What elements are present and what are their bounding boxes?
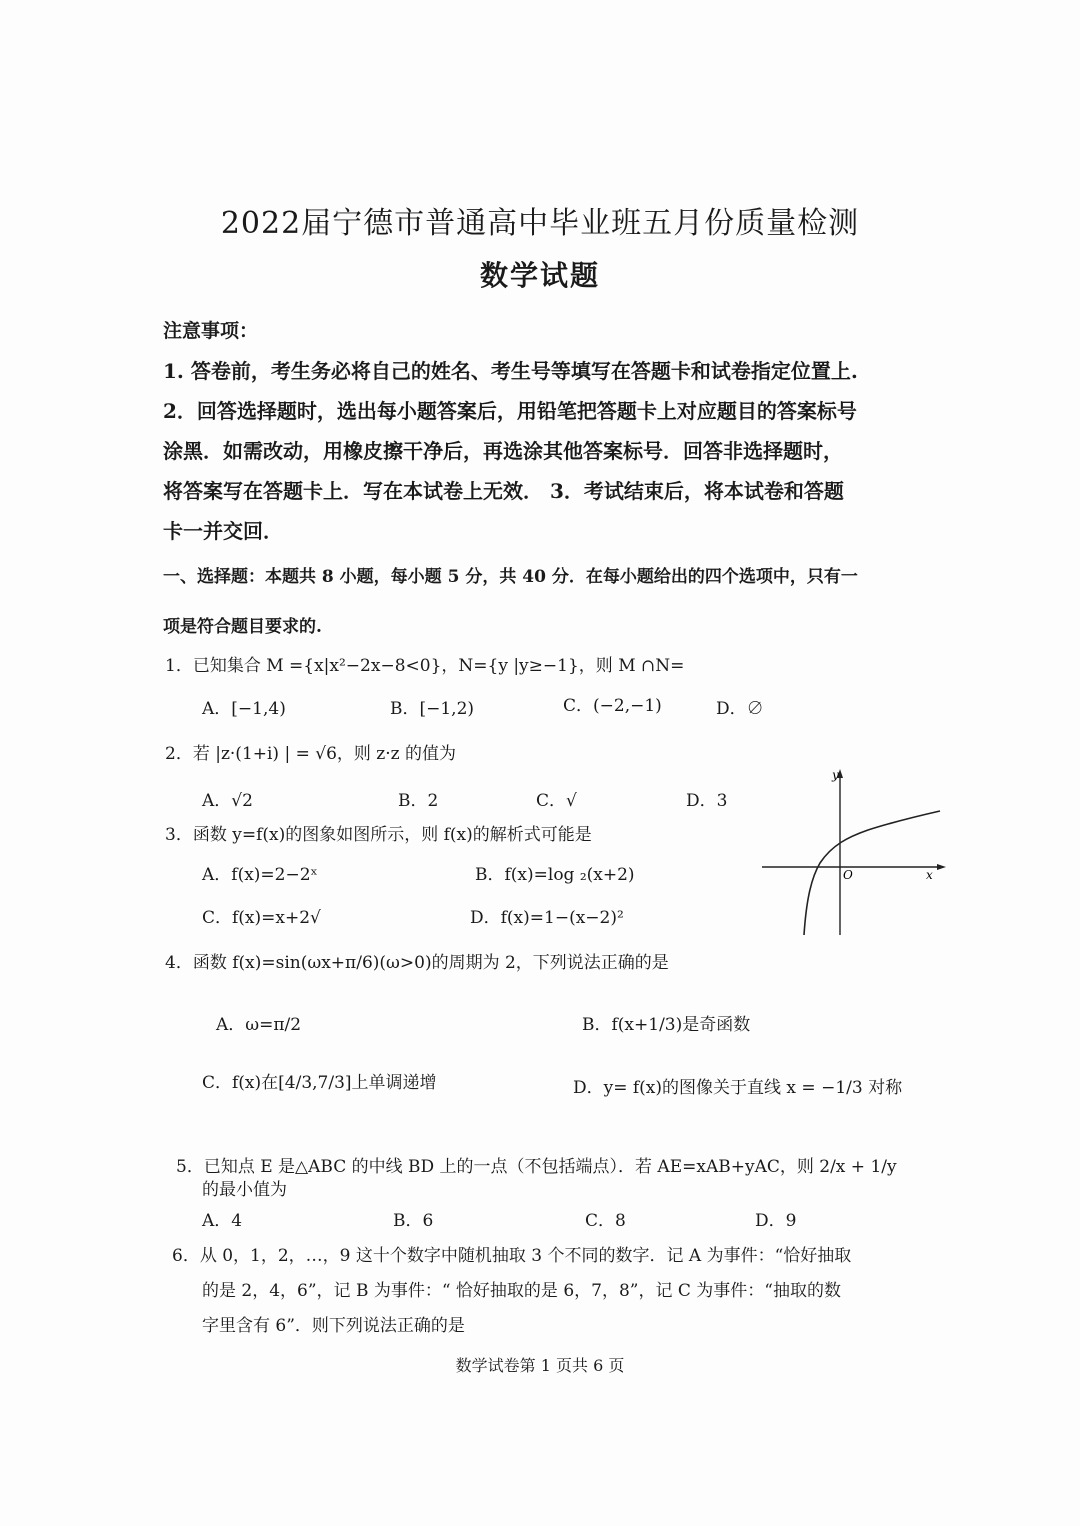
- q3-option-d: D．f(x)=1−(x−2)²: [470, 908, 624, 928]
- notice-line-5: 卡一并交回．: [163, 519, 283, 543]
- q1-option-a: A．[−1,4): [202, 699, 286, 719]
- q1-option-b: B．[−1,2): [390, 699, 475, 719]
- question-6-line-1: 6．从 0，1，2，…，9 这十个数字中随机抽取 3 个不同的数字．记 A 为事件：“恰好抽取: [172, 1246, 852, 1266]
- x-axis-arrow: [937, 864, 946, 870]
- notice-line-4: 将答案写在答题卡上．写在本试卷上无效． 3．考试结束后，将本试卷和答题: [163, 479, 844, 503]
- q3-option-b: B．f(x)=log ₂(x+2): [475, 865, 635, 885]
- exam-title: 2022届宁德市普通高中毕业班五月份质量检测: [220, 206, 860, 241]
- notice-line-1: 1. 答卷前，考生务必将自己的姓名、考生号等填写在答题卡和试卷指定位置上.: [163, 359, 858, 383]
- q5-option-c: C．8: [585, 1211, 626, 1231]
- graph-x-label: x: [926, 868, 933, 882]
- q1-option-c: C．(−2,−1): [563, 696, 662, 716]
- question-6-line-3: 字里含有 6”．则下列说法正确的是: [202, 1316, 465, 1336]
- q5-option-b: B．6: [393, 1211, 434, 1231]
- q2-option-a: A．√2: [202, 791, 253, 811]
- q4-option-b: B．f(x+1/3)是奇函数: [582, 1015, 751, 1035]
- section-heading-line-1: 一、选择题：本题共 8 小题，每小题 5 分，共 40 分．在每小题给出的四个选项中，只有一: [163, 567, 858, 587]
- q5-option-d: D．9: [755, 1211, 797, 1231]
- q2-option-d: D．3: [686, 791, 728, 811]
- question-6-line-2: 的是 2，4，6”，记 B 为事件：“ 恰好抽取的是 6，7，8”，记 C 为事件：“抽取的数: [202, 1281, 841, 1301]
- q2-option-b: B．2: [398, 791, 439, 811]
- page-footer: 数学试卷第 1 页共 6 页: [455, 1356, 625, 1375]
- graph-y-label: y: [832, 768, 839, 782]
- q3-option-c: C．f(x)=x+2√: [202, 908, 321, 928]
- question-3-text: 3．函数 y=f(x)的图象如图所示，则 f(x)的解析式可能是: [165, 825, 592, 845]
- question-5-text-2: 的最小值为: [202, 1180, 287, 1200]
- question-2-text: 2．若 |z·(1+i) | = √6，则 z·z 的值为: [165, 744, 457, 764]
- notice-line-3: 涂黑．如需改动，用橡皮擦干净后，再选涂其他答案标号．回答非选择题时，: [163, 439, 843, 463]
- question-5-text: 5．已知点 E 是△ABC 的中线 BD 上的一点（不包括端点）．若 AE=xAB+yAC，则 2/x + 1/y: [176, 1157, 897, 1177]
- q1-option-d: D．∅: [716, 699, 764, 719]
- q3-option-a: A．f(x)=2−2ˣ: [202, 865, 318, 885]
- exam-subtitle: 数学试题: [479, 259, 600, 292]
- section-heading-line-2: 项是符合题目要求的.: [163, 617, 322, 637]
- question-4-text: 4．函数 f(x)=sin(ωx+π/6)(ω>0)的周期为 2，下列说法正确的是: [165, 953, 669, 973]
- q4-option-a: A．ω=π/2: [216, 1015, 302, 1035]
- q4-option-c: C．f(x)在[4/3,7/3]上单调递增: [202, 1073, 437, 1093]
- function-curve: [804, 811, 940, 935]
- notice-line-2: 2．回答选择题时，选出每小题答案后，用铅笔把答题卡上对应题目的答案标号: [163, 399, 857, 423]
- graph-origin-label: O: [843, 868, 853, 882]
- question-1-text: 1．已知集合 M ={x|x²−2x−8<0}，N={y |y≥−1}，则 M ∩N=: [165, 656, 685, 676]
- q4-option-d: D．y= f(x)的图像关于直线 x = −1/3 对称: [573, 1078, 903, 1098]
- q2-option-c: C．√: [536, 791, 577, 811]
- notice-heading: 注意事项：: [163, 320, 259, 342]
- q3-function-graph: [758, 765, 948, 940]
- q5-option-a: A．4: [202, 1211, 243, 1231]
